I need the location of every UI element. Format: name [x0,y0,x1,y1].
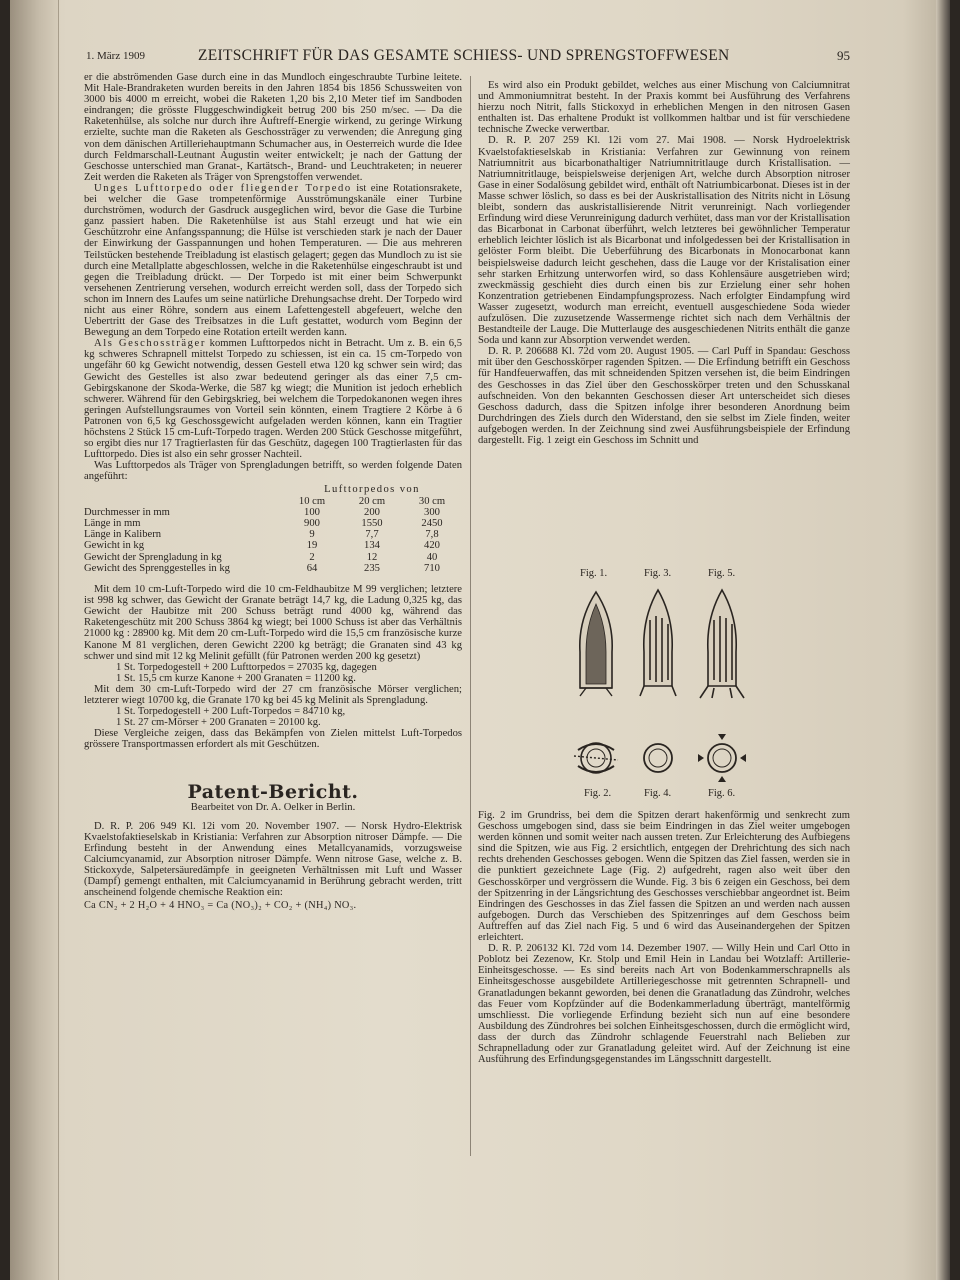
table-row [84,507,462,518]
row-label: Länge in Kalibern [84,529,162,541]
section-title: Patent-Bericht. [187,780,359,803]
paragraph [84,338,462,460]
fig-3-bullet-icon [640,590,676,696]
paragraph-text: ist eine Rotationsrakete, bei welcher die Gase trompetenförmige Ausströmungskanäle einer Turbine durchströmen, wodurch der Gasdruck ausgeglichen wird, bevor die Gase die Turbine ganz passiert haben. Die Raketenhülse ist aus Stahl erzeugt und hat wie ein Geschützrohr eine Anfangsspannung; die Hülse ist verschieden stark je nach der Dauer der Einwirkung der Gasspannungen und hohen Temperaturen. — Die aus mehreren Teilstücken bestehende Treibladung ist elastisch gelagert; gegen das Mundloch zu ist sie durch eine Metallplatte abgeschlossen, welche in die Raketenhülse eingeschraubt ist und gegen die Treibladung drückt. — Der Torpedo ist mit einer beim Schwerpunkt versehenen Zentrierung versehen, wodurch erreicht werden soll, dass der Torpedo sich schon im Innern des Laufes um seine natürliche Drehungsachse dreht. Der Torpedo wird nicht aus einer Röhre, sondern aus einem Lafettengestell abgefeuert, welche den Uebertritt der Gase des Treibsatzes in die Luft gestattet, wodurch vom Beginn der Bewegung an dem Torpedo eine Rotation erteilt werden kann. [84,182,462,339]
column-divider [470,76,471,1156]
fig-4-label: Fig. 4. [644,788,672,799]
table-row [84,540,462,551]
table-row [84,529,462,540]
fig-6-ring-spikes-icon [698,734,746,782]
right-column-upper [478,80,850,446]
cell: 19 [306,540,318,552]
fig-1-bullet-icon [580,592,612,696]
fig-2-plan-icon [574,743,618,773]
column-header: 20 cm [358,495,386,507]
paragraph: Was Lufttorpedos als Träger von Sprengladungen betrifft, so werden folgende Daten angeführt: [84,460,462,483]
cell: 420 [424,540,440,552]
paragraph: Diese Vergleiche zeigen, dass das Bekämpfen von Zielen mittelst Luft-Torpedos grössere Transportmassen erfordert als mit Geschützen. [84,728,462,751]
calculation-line: 1 St. 27 cm-Mörser + 200 Granaten = 20100 kg. [116,717,321,729]
cell: 300 [424,506,440,518]
cell: 64 [306,562,318,574]
patent-figures [478,560,850,810]
row-label: Durchmesser in mm [84,506,170,518]
cell: 7,7 [365,529,379,541]
page-edge [936,0,950,1280]
fig-5-label: Fig. 5. [708,568,736,579]
table-row [84,552,462,563]
journal-title: ZEITSCHRIFT FÜR DAS GESAMTE SCHIESS- UND SPRENGSTOFFWESEN [198,47,730,64]
paragraph: Fig. 2 im Grundriss, bei dem die Spitzen derart hakenförmig und senkrecht zum Geschoss umgebogen sind, dass sie beim Eindringen in das Ziel weiter umgebogen werden können und somit weiter nach aussen treten. Zur Erleichterung des Aufbiegens sind die Spitzen, wie aus Fig. 2 ersichtlich, entgegen der Drehrichtung des sich nach rechts drehenden Geschosses gebogen. Wenn die Spitzen das Ziel fassen, werden sie in die punktiert gezeichnete Lage (Fig. 2) aufgedreht, ragen also weit über den Geschosskörper und vergrössern die Wunde. Fig. 3 bis 6 zeigen ein Geschoss, bei dem der Spitzenring in der Längsrichtung des Geschosses verschiebbar angeordnet ist. Beim Eindringen des Geschosses in das Ziel fassen die Spitzen an und werden nach aussen aufgebogen. Durch das Verschieben des Spitzenringes auf dem Geschoss beim Auftreffen auf das Ziel nach Fig. 5 und 6 wird das Auseinandergehen der Spitzen erleichtert. [478,810,850,944]
page-header [86,48,850,68]
fig-4-ring-icon [644,744,672,772]
row-label: Länge in mm [84,518,141,530]
fig-1-label: Fig. 1. [580,568,608,579]
left-column [84,72,462,911]
paragraph: D. R. P. 206 949 Kl. 12i vom 20. November 1907. — Norsk Hydro-Elektrisk Kvaelstofaktieselskab in Kristiania: Verfahren zur Absorption nitroser Dämpfe. — Die Erfindung besteht in der Anwendung eines Metallcyanamids, vorzugsweise Calciumcyanamid, zur Absorption nitroser Dämpfe. Wenn nitrose Gase, welche z. B. Stickoxyde, Salpetersäuredämpfe in geeigneten Verhältnissen mit Luft und Wasser (Dampf) gemengt enthalten, mit Calciumcyanamid in Berührung gebracht werden, tritt anscheinend folgende chemische Reaktion ein: [84,820,462,899]
cell: 7,8 [425,529,439,541]
cell: 2 [309,551,315,563]
paragraph: Mit dem 30 cm-Luft-Torpedo wird der 27 cm französische Mörser verglichen; letzterer wiegt 10700 kg, die Granate 170 kg bei 45 kg Melinit als Sprengladung. [84,683,462,707]
emphasis-term: Als Geschossträger [94,338,206,350]
paragraph: D. R. P. 206688 Kl. 72d vom 20. August 1905. — Carl Puff in Spandau: Geschoss mit über den Geschosskörper ragenden Spitzen. — Die Erfindung betrifft ein Geschoss für Handfeuerwaffen, das mit schneidenden Spitzen versehen ist, die beim Eindringen des Geschosses in das Ziel über den Geschosskörper treten und den Schusskanal aufschneiden. Von den bekannten Geschossen dieser Art unterscheidet sich dieses Geschoss dadurch, dass die Spitzen infolge ihrer besonderen Anordnung beim Durchdringen des Ziels durch den Widerstand, den sie selbst im Ziele finden, weiter aufgebogen werden. In der Zeichnung sind zwei Ausführungsbeispiele der Erfindung dargestellt. Fig. 1 zeigt ein Geschoss im Schnitt und [478,346,850,446]
table-row [84,563,462,574]
fig-2-label: Fig. 2. [584,788,612,799]
fig-3-label: Fig. 3. [644,568,672,579]
cell: 710 [424,562,440,574]
page-number: 95 [837,48,850,63]
table-row [84,518,462,529]
calculation-line: 1 St. 15,5 cm kurze Kanone + 200 Granaten = 11200 kg. [116,672,356,684]
book-binding [10,0,59,1280]
row-label: Gewicht der Sprengladung in kg [84,551,222,563]
cell: 134 [364,540,380,552]
torpedo-data-table [84,484,462,574]
row-label: Gewicht des Sprenggestelles in kg [84,562,230,574]
calculation-line: 1 St. Torpedogestell + 200 Luft-Torpedos = 84710 kg, [116,706,346,718]
cell: 2450 [421,518,443,530]
cell: 235 [364,562,380,574]
paragraph: D. R. P. 207 259 Kl. 12i vom 27. Mai 1908. — Norsk Hydroelektrisk Kvaelstofaktieselskab in Kristiania: Verfahren zur Gewinnung von reinem Natriumnitrit aus bicarbonathaltiger Natriumnitritlauge durch Kristallisation. — Natriumnitritlauge, beispielsweise derjenigen Art, welche durch Absorption nitroser Gase in einer Sodalösung gebildet wird, enthält oft Natriumbicarbonat. Dieses ist in der Masse schwer löslich, so dass es bei der Auskristallisation des Nitrits nicht in Lösung bleibt, sondern das auskristallisierende Nitrit verunreinigt. Nach vorliegender Erfindung wird diese Verunreinigung dadurch verhütet, dass man vor der Kristallisation das Bicarbonat in Carbonat überführt, welch letzteres bei gewöhnlicher Temperatur erheblich leichter löslich ist als Bicarbonat und infolgedessen bei der Kristallisation in gelöster Form bleibt. Die Ueberführung des Bicarbonats in Monocarbonat kann beispielsweise dadurch leicht geschehen, dass die Lauge vor der Kristalisation einer sehr starken Erhitzung unterworfen wird, so dass Kohlensäure ausgetrieben wird; zweckmässig geschieht dies durch einen bis zur Erzielung einer sehr hohen Konzentration getriebenen Eindampfungsprozess. Nach erfolgter Eindampfung wird Wasser zugesetzt, wodurch man erreicht, eventuell ausgeschiedene Soda wieder aufzulösen. Die zuzusetzende Wassermenge richtet sich nach dem Verhältnis der Bestandteile der Lauge. Die Mutterlauge des ausgeschiedenen Nitrits enthält die ganze Soda und kann zur Absorption verwendet werden. [478,135,850,347]
table-caption: Lufttorpedos von [324,484,420,496]
fig-5-bullet-icon [700,590,744,698]
cell: 9 [309,529,315,541]
calculation-line: 1 St. Torpedogestell + 200 Lufttorpedos = 27035 kg, dagegen [116,661,377,673]
header-date: 1. März 1909 [86,50,145,62]
figures-drawing [478,560,850,810]
cell: 100 [304,506,320,518]
paragraph: Mit dem 10 cm-Luft-Torpedo wird die 10 cm-Feldhaubitze M 99 verglichen; letztere ist 998 kg schwer, das Gewicht der Granate beträgt 14,7 kg, die Ladung 0,325 kg, das Gewicht der Haubitze mit 200 Schuss beträgt rund 4000 kg, während das Raketengeschütz mit 200 Schuss 3864 kg wiegt; bei 1000 Schuss ist aber das Verhältnis 21000 kg : 28900 kg. Mit dem 20 cm-Luft-Torpedo wird die 15,5 cm französische kurze Kanone M 81 verglichen, deren Gewicht 2200 kg beträgt; die Granaten sind 43 kg schwer und sind mit 12 kg Melinit gefüllt (für Patronen werden 200 kg gesetzt) [84,584,462,662]
cell: 12 [366,551,378,563]
cell: 200 [364,506,380,518]
fig-6-label: Fig. 6. [708,788,736,799]
emphasis-term: Unges Lufttorpedo oder fliegender Torpedo [94,182,352,194]
section-byline: Bearbeitet von Dr. A. Oelker in Berlin. [190,801,356,813]
cell: 40 [426,551,438,563]
paragraph: er die abströmenden Gase durch eine in das Mundloch eingeschraubte Turbine leitete. Mit Hale-Brandraketen wurden bereits in den Jahren 1854 bis 1856 Schussweiten von 3000 bis 4000 m erreicht, wobei die Raketen 1,20 bis 2,10 Meter tief im Sandboden eindrangen; die grösste Fluggeschwindigkeit betrug 200 bis 250 m/sec. — Da die Raketenhülse, als solche nur durch ihre Auftreff-Energie wirkend, zu geringe Wirkung erzielte, suchte man die Raketen als Geschossträger zu verwenden; die Anregung ging von dem dänischen Artilleriehauptmann Schumacher aus, in Oesterreich wurde die Idee durch Feldmarschall-Leutnant Augustin weiter entwickelt; je nach der Gattung der Geschosse unterschied man Granat-, Kartätsch-, Brand- und Leuchtraketen; in neuerer Zeit werden die Raketen als Träger von Sprengstoffen verwendet. [84,72,462,183]
column-header: 30 cm [418,495,446,507]
paragraph [84,183,462,338]
column-header: 10 cm [298,495,326,507]
paragraph-text: kommen Lufttorpedos nicht in Betracht. Um z. B. ein 6,5 kg schweres Schrapnell mittelst Torpedo zu schiessen, ist ein ca. 15 cm-Torpedo von ungefähr 60 kg Gewicht notwendig, dessen Gestell etwa 120 kg schwer sein wird; das Gewicht des Gestelles ist also zwar bedeutend geringer als das einer 7,5 cm-Gebirgskanone der Skoda-Werke, die 587 kg wiegt; die Munition ist jedoch erheblich schwerer. Während für den Gebirgskrieg, bei welchem die Torpedokanonen wegen ihres geringen Aufstellungsraumes von Vorteil sein könnten, einem Tragtiere 2 Körbe à 6 Patronen von 6,5 kg Geschossgewicht aufgeladen werden können, kann ein Tragtier höchstens 2 Stück 15 cm-Luft-Torpedo tragen. Werden 200 Stück Geschosse mitgeführt, so ergibt dies nur 17 Tragtierlasten für das Geschütz, dagegen 100 Tragtierlasten für das Lufttorpedo. Dies ist also ein sehr grosser Nachteil. [84,338,462,461]
row-label: Gewicht in kg [84,540,145,552]
paragraph: D. R. P. 206132 Kl. 72d vom 14. Dezember 1907. — Willy Hein und Carl Otto in Poblotz bei Zezenow, Kr. Stolp und Emil Hein in Landau bei Wotzlaff: Artillerie-Einheitsgeschosse. — Es sind bereits nach Art von Bodenkammerschrapnells als Einheitsgeschosse ausgebildete Artilleriegeschosse mit getrennten Schrapnell- und Granatladungen bekannt geworden, bei denen die Granatladung das Zündrohr, welches das Feuer vom Kopfzünder auf die Bodenkammerladung überträgt, mantelförmig umschliesst. Die vorliegende Erfindung bezieht sich nun auf eine besondere Ausbildung des Zündrohres bei solchen Einheitsgeschossen, durch die ermöglicht wird, dass der durch das Zündrohr schlagende Feuerstrahl nach Belieben zur Schrapnelladung oder zur Granatladung geleitet wird. Auf der Zeichnung ist eine Ausführung des Erfindungsgegenstandes im Längsschnitt dargestellt. [478,943,850,1066]
chemical-formula: Ca CN₂ + 2 H₂O + 4 HNO₃ = Ca (NO₃)₂ + CO₂ + (NH₄) NO₃. [84,900,357,912]
cell: 1550 [361,518,383,530]
cell: 900 [304,518,320,530]
paragraph: Es wird also ein Produkt gebildet, welches aus einer Mischung von Calciumnitrat und Ammoniumnitrat besteht. In der Praxis kommt bei Ausführung des Verfahrens hierzu noch Nitrit, falls Stickoxyd in erheblichen Mengen in den nitrosen Gasen enthalten ist. Das erhaltene Produkt ist vollkommen haltbar und ist für verschiedene technische Zwecke verwertbar. [478,80,850,136]
right-column-lower [478,810,850,1065]
